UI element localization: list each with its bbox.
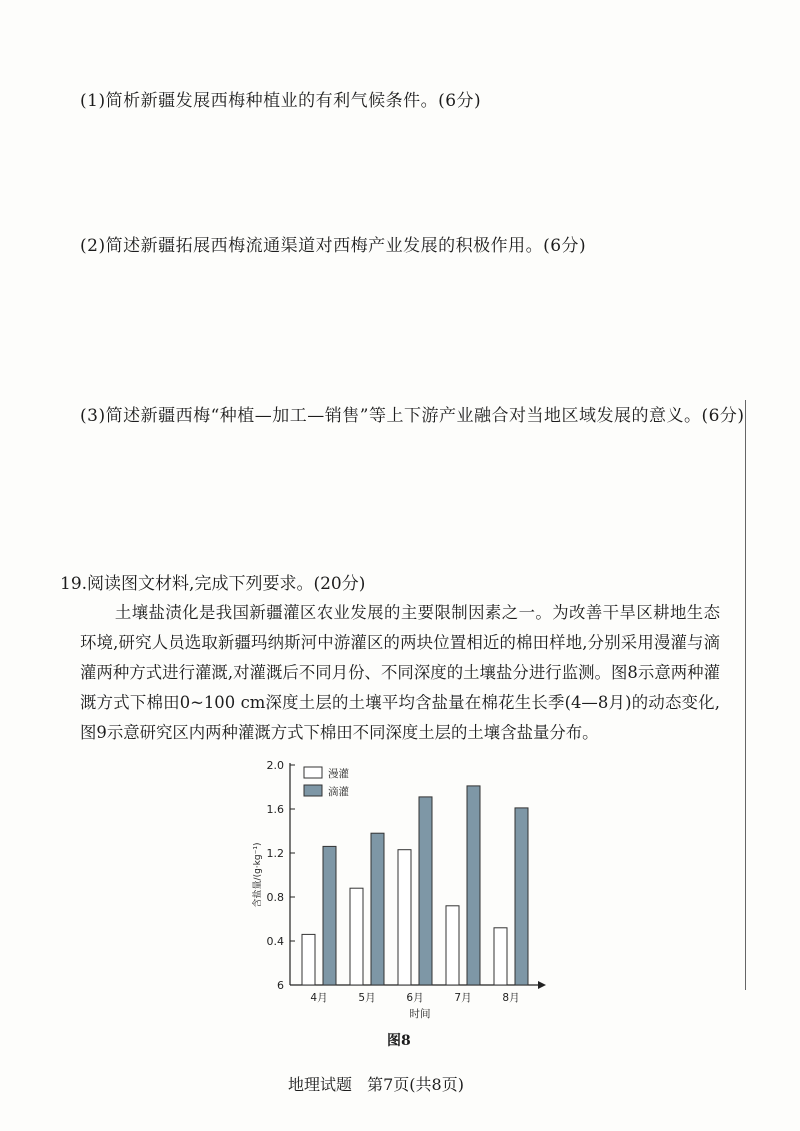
legend-label: 漫灌 (328, 768, 349, 780)
margin-rule (745, 400, 746, 990)
y-axis-label: 含盐量/(g·kg⁻¹) (253, 842, 263, 908)
bar-flood (350, 888, 363, 985)
footer-subject: 地理试题 (288, 1075, 353, 1094)
question-3: (3)简述新疆西梅“种植—加工—销售”等上下游产业融合对当地区域发展的意义。(6分) (80, 406, 745, 426)
x-axis-arrow (538, 981, 546, 989)
question-1: (1)简析新疆发展西梅种植业的有利气候条件。(6分) (80, 91, 482, 111)
y-tick-label: 1.6 (266, 803, 284, 816)
bar-drip (467, 786, 480, 985)
figure-caption: 图8 (387, 1033, 411, 1049)
chart-legend (304, 767, 349, 798)
x-axis-label: 时间 (409, 1008, 431, 1020)
page-footer (288, 1072, 474, 1095)
material-text: 土壤盐渍化是我国新疆灌区农业发展的主要限制因素之一。为改善干旱区耕地生态环境,研究人员选取新疆玛纳斯河中游灌区的两块位置相近的棉田样地,分别采用漫灌与滴灌两种方式进行灌溉,对灌溉后不同月份、不同深度的土壤盐分进行监测。图8示意两种灌溉方式下棉田0~100 cm深度土层的土壤平均含盐量在棉花生长季(4—8月)的动态变化,图9示意研究区内两种灌溉方式下棉田不同深度土层的土壤含盐量分布。 (80, 603, 720, 742)
question-19-material (80, 598, 720, 748)
chart-bars (302, 786, 528, 985)
bar-flood (302, 934, 315, 985)
legend-swatch (304, 767, 322, 778)
x-tick-label: 5月 (358, 992, 376, 1004)
y-tick-label: 6 (277, 979, 284, 992)
footer-page-number: 第7页(共8页) (367, 1075, 464, 1094)
y-tick-label: 0.8 (266, 891, 284, 904)
x-tick-label: 4月 (310, 992, 328, 1004)
legend-label: 滴灌 (328, 786, 349, 798)
bar-drip (419, 797, 432, 985)
bar-drip (323, 846, 336, 985)
y-tick-label: 0.4 (266, 935, 284, 948)
x-tick-label: 8月 (502, 992, 520, 1004)
x-tick-label: 6月 (406, 992, 424, 1004)
y-tick-label: 1.2 (266, 847, 284, 860)
y-tick-label: 2.0 (266, 759, 284, 772)
question-2: (2)简述新疆拓展西梅流通渠道对西梅产业发展的积极作用。(6分) (80, 236, 587, 256)
legend-swatch (304, 785, 322, 796)
bar-flood (446, 906, 459, 985)
bar-drip (515, 808, 528, 985)
x-tick-label: 7月 (454, 992, 472, 1004)
question-19-heading: 19.阅读图文材料,完成下列要求。(20分) (60, 574, 366, 594)
figure-8-chart (240, 755, 560, 1027)
bar-flood (398, 850, 411, 985)
bar-flood (494, 928, 507, 985)
bar-drip (371, 833, 384, 985)
